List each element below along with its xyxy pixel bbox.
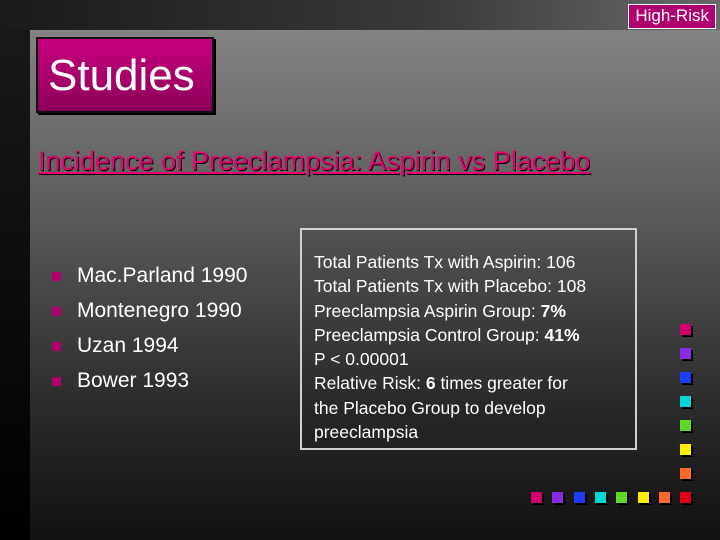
bullet-square-icon [52,307,61,316]
study-list [52,262,247,402]
aspirin-incidence-value: 7% [540,300,566,321]
bullet-square-icon [52,377,61,386]
left-bar [0,0,30,540]
results-line [314,371,586,395]
relative-risk-value: 6 [425,373,436,394]
decor-square-icon [680,396,691,407]
results-line: Total Patients Tx with Aspirin: 106 [314,252,576,272]
section-tag: High-Risk [628,4,716,29]
study-label: Montenegro 1990 [77,299,242,322]
results-line: Total Patients Tx with Placebo: 108 [314,276,587,297]
list-item [52,332,247,367]
results-line [314,299,586,323]
decor-square-icon [680,492,691,503]
title-box [36,37,214,113]
decor-square-icon [595,492,606,503]
decor-square-icon [616,492,627,503]
decor-square-icon [680,420,691,431]
decor-square-icon [659,492,670,503]
decor-square-icon [638,492,649,503]
decor-square-icon [680,348,691,359]
results-line [314,323,586,347]
list-item [52,367,247,402]
results-box [300,228,637,450]
results-line-text: Preeclampsia Aspirin Group: [314,300,541,321]
decor-square-icon [574,492,585,503]
slide-title: Studies [48,51,195,100]
bullet-square-icon [52,342,61,351]
top-bar [0,0,720,30]
decor-square-icon [531,492,542,503]
results-line: the Placebo Group to develop [314,397,546,418]
study-label: Mac.Parland 1990 [77,264,248,287]
study-label: Uzan 1994 [77,334,179,357]
decor-square-icon [680,372,691,383]
decor-square-icon [680,444,691,455]
results-line: P < 0.00001 [314,349,409,370]
decor-square-icon [552,492,563,503]
control-incidence-value: 41% [544,324,580,345]
results-line: preeclampsia [314,422,419,443]
list-item [52,262,247,297]
bullet-square-icon [52,272,61,281]
results-line-text: times greater for [435,373,568,394]
results-line-text: Relative Risk: [314,373,426,394]
decor-square-icon [680,324,691,335]
results-text [314,250,586,444]
list-item [52,297,247,332]
results-line-text: Preeclampsia Control Group: [314,324,545,345]
decor-square-icon [680,468,691,479]
study-label: Bower 1993 [77,369,190,392]
slide-subtitle: Incidence of Preeclampsia: Aspirin vs Placebo [38,146,591,176]
